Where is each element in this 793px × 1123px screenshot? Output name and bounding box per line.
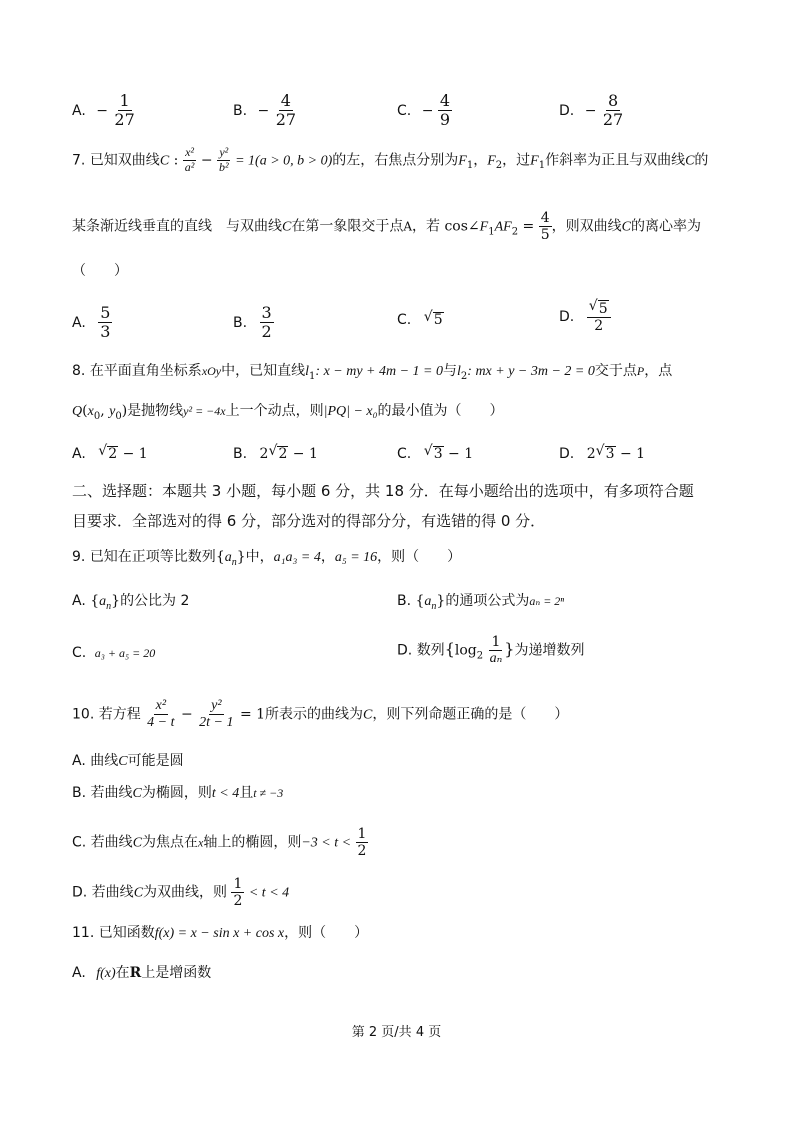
page-footer: 第 2 页/共 4 页 [351,1025,442,1040]
q9-option-a: A. $\{a_n\}$的公比为 2 [72,593,190,612]
q8-stem-line2: $Q(x_0$, $y_0$)是抛物线y² = −4x上一个动点，则|PQ| − x₀的最小值为（ ） [72,403,504,422]
q9-stem: 9. 已知在正项等比数列$\{a_n\}$中，a₁a₃ = 4，a₅ = 16，则（ ） [72,549,462,568]
q10-stem: 10. 若方程 $\frac{\text{x²}}{4 - t}$ − $\frac{\text{y²}}{2t - 1}$ = 1所表示的曲线为C，则下列命题正确的是（ ） [72,698,569,731]
q8-option-a: A. √ 2 − 1 [72,446,148,461]
fraction: $\frac{8}{27}$ [602,91,624,130]
q10-option-c: C. 若曲线C为焦点在x轴上的椭圆，则−3 < t < $\frac{1}{2}$ [72,826,367,860]
q7-option-a: A. $\frac{5}{3}$ [72,303,111,342]
fraction: $\frac{4}{27}$ [275,91,297,130]
q8-option-b: B. 2√ 2 − 1 [233,446,318,461]
q8-option-c: C. √ 3 − 1 [397,446,473,461]
q7-stem-line2: 某条渐近线垂直的直线 与双曲线C在第一象限交于点A，若 $\cos\angle F_1AF_2$ = $\frac{4}{5}$ ，则双曲线C的离心率为 [72,210,701,244]
q10-option-d: D. 若曲线C为双曲线，则 $\frac{1}{2}$ < t < 4 [72,876,290,910]
q7-answer-paren: （ ） [72,263,128,279]
q6-option-d: D. − $\frac{8}{27}$ [559,91,624,130]
q9-option-d: D. 数列{$\log_2$ $\frac{1}{\text{aₙ}}$ }为递增数列 [397,634,585,667]
fraction: $\frac{1}{27}$ [114,91,135,130]
q6-option-c: C. − $\frac{4}{9}$ [397,91,451,130]
q10-option-a: A. 曲线C可能是圆 [72,753,184,769]
q8-option-d: D. 2√ 3 − 1 [559,446,645,461]
q6-option-b: B. − $\frac{4}{27}$ [233,91,297,130]
q11-stem: 11. 已知函数f(x) = x − sin x + cos x，则（ ） [72,925,369,941]
q10-option-b: B. 若曲线C为椭圆，则t < 4且t ≠ −3 [72,785,284,801]
q11-option-a: A. f(x)在R上是增函数 [72,965,212,981]
q7-stem-line1: 7. 已知双曲线C : $\frac{\text{x²}}{\text{a²}}$ − $\frac{\text{y²}}{\text{b²}}$ = 1(a > 0, b > 0)的左，右焦点分别为$F_1$，$F_2$，过$F_1$作斜率为正且与双曲线C的 [72,145,709,174]
q8-stem-line1: 8. 在平面直角坐标系xOy中，已知直线$l_1$: x − my + 4m − 1 = 0与$l_2$: mx + y − 3m − 2 = 0交于点P，点 [72,363,673,382]
section2-heading-line1: 二、选择题：本题共 3 小题，每小题 6 分，共 18 分．在每小题给出的选项中，有多项符合题 [72,482,694,500]
q6-option-a: A. − $\frac{1}{27}$ [72,91,135,130]
q9-option-b: B. $\{a_n\}$的通项公式为aₙ = 2ⁿ [397,593,565,612]
q7-option-c: C. √ 5 [397,312,444,327]
q9-option-c: C. a₃ + a₅ = 20 [72,645,156,661]
q7-option-d: D. √ $\frac{5}{2}$ [559,300,611,334]
q7-option-b: B. $\frac{3}{2}$ [233,303,272,342]
section2-heading-line2: 目要求．全部选对的得 6 分，部分选对的得部分分，有选错的得 0 分． [72,512,546,530]
fraction: $\frac{4}{9}$ [439,91,451,130]
